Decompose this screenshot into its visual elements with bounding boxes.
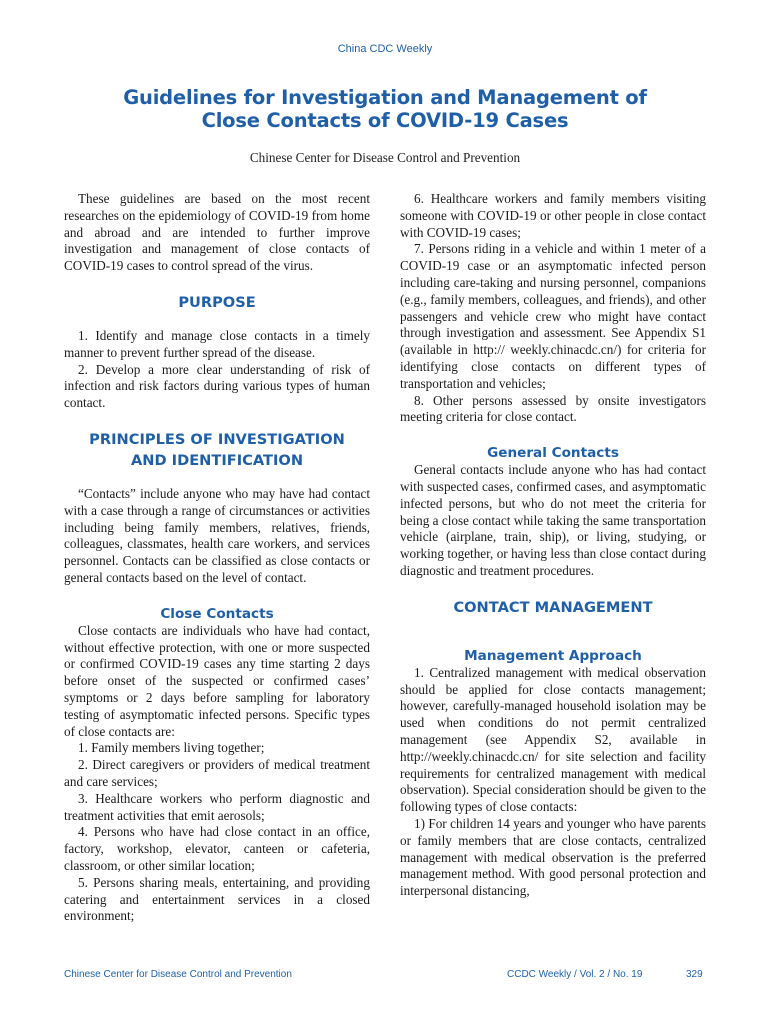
title-line-2: Close Contacts of COVID-19 Cases — [201, 109, 569, 132]
purpose-item-2: 2. Develop a more clear understanding of risk of infection and risk factors during various types of human contact. — [64, 361, 370, 411]
close-contact-item-1: 1. Family members living together; — [78, 740, 265, 756]
close-contact-item-6: 6. Healthcare workers and family members visiting someone with COVID-19 or other people in close contact with COVID-19 cases; — [400, 191, 706, 240]
close-contacts-heading: Close Contacts — [160, 605, 274, 622]
close-contact-item-5: 5. Persons sharing meals, entertaining, and providing catering and entertainment services in a closed environment; — [64, 874, 370, 924]
article-title — [100, 86, 670, 132]
close-contact-item-7: 7. Persons riding in a vehicle and within 1 meter of a COVID-19 case or an asymptomatic infected person including care-taking and nursing personnel, companions (e.g., family members, colleagues, and friends), and other passengers and vehicle crew who might have contact through investigation and assessment. See Appendix S1 (available in http:// weekly.chinacdc.cn/) for criteria for identifying close contacts on different types of transportation and vehicles; — [400, 241, 706, 391]
footer-institution: Chinese Center for Disease Control and Prevention — [64, 969, 292, 980]
close-contacts-paragraph: Close contacts are individuals who have had contact, without effective protection, with one or more suspected or confirmed COVID-19 cases any time starting 2 days before onset of the suspected or confirmed cases’ symptoms or 2 days before sampling for laboratory testing of asymptomatic infected persons. Specific types of close contacts are: — [64, 622, 370, 739]
left-column — [64, 191, 370, 925]
management-approach-heading: Management Approach — [464, 647, 642, 664]
author-line: Chinese Center for Disease Control and Prevention — [249, 150, 521, 165]
purpose-item-1: 1. Identify and manage close contacts in a timely manner to prevent further spread of the disease. — [64, 327, 370, 360]
general-contacts-heading: General Contacts — [487, 445, 619, 462]
management-approach-paragraph-1: 1. Centralized management with medical observation should be applied for close contacts management; however, carefully-managed household isolation may be used when conditions do not permit centralized management (see Appendix S2, available in http://weekly.chinacdc.cn/ for site selection and facility requirements for centralized management with medical observation). Special consideration should be given to the following types of close contacts: — [400, 664, 706, 815]
principles-heading-line-2: AND IDENTIFICATION — [130, 451, 304, 469]
title-line-1: Guidelines for Investigation and Management of — [123, 86, 647, 109]
right-column — [400, 191, 706, 900]
close-contact-item-4: 4. Persons who have had close contact in an office, factory, workshop, elevator, canteen or cafeteria, classroom, or other similar location; — [64, 824, 370, 873]
contacts-paragraph: “Contacts” include anyone who may have had contact with a case through a range of circumstances or activities including being family members, relatives, friends, colleagues, classmates, health care workers, and services personnel. Contacts can be classified as close contacts or general contacts based on the level of contact. — [64, 485, 370, 585]
principles-heading-line-1: PRINCIPLES OF INVESTIGATION — [89, 430, 345, 448]
close-contact-item-2: 2. Direct caregivers or providers of medical treatment and care services; — [64, 757, 370, 789]
principles-heading — [64, 429, 370, 471]
page-number: 329 — [686, 969, 703, 980]
footer-citation: CCDC Weekly / Vol. 2 / No. 19 — [507, 969, 643, 980]
close-contact-item-3: 3. Healthcare workers who perform diagnostic and treatment activities that emit aerosols; — [64, 790, 370, 823]
general-contacts-paragraph: General contacts include anyone who has had contact with suspected cases, confirmed cases, and asymptomatic infected persons, but who do not meet the criteria for being a close contact while taking the same transportation vehicle (airplane, train, ship), or living, studying, or working together, or having less than close contact during diagnostic and treatment procedures. — [400, 462, 706, 578]
intro-paragraph: These guidelines are based on the most recent researches on the epidemiology of COVID-19 from home and abroad and are intended to further improve investigation and management of close contacts of COVID-19 cases to control spread of the virus. — [64, 191, 370, 274]
contact-management-heading: CONTACT MANAGEMENT — [453, 598, 653, 616]
close-contact-item-8: 8. Other persons assessed by onsite investigators meeting criteria for close contact. — [400, 392, 706, 425]
management-approach-paragraph-2: 1) For children 14 years and younger who have parents or family members that are close contacts, centralized management with medical observation is the preferred management method. With good personal protection and interpersonal distancing, — [400, 815, 706, 899]
purpose-heading: PURPOSE — [178, 293, 256, 311]
running-head: China CDC Weekly — [337, 43, 433, 55]
